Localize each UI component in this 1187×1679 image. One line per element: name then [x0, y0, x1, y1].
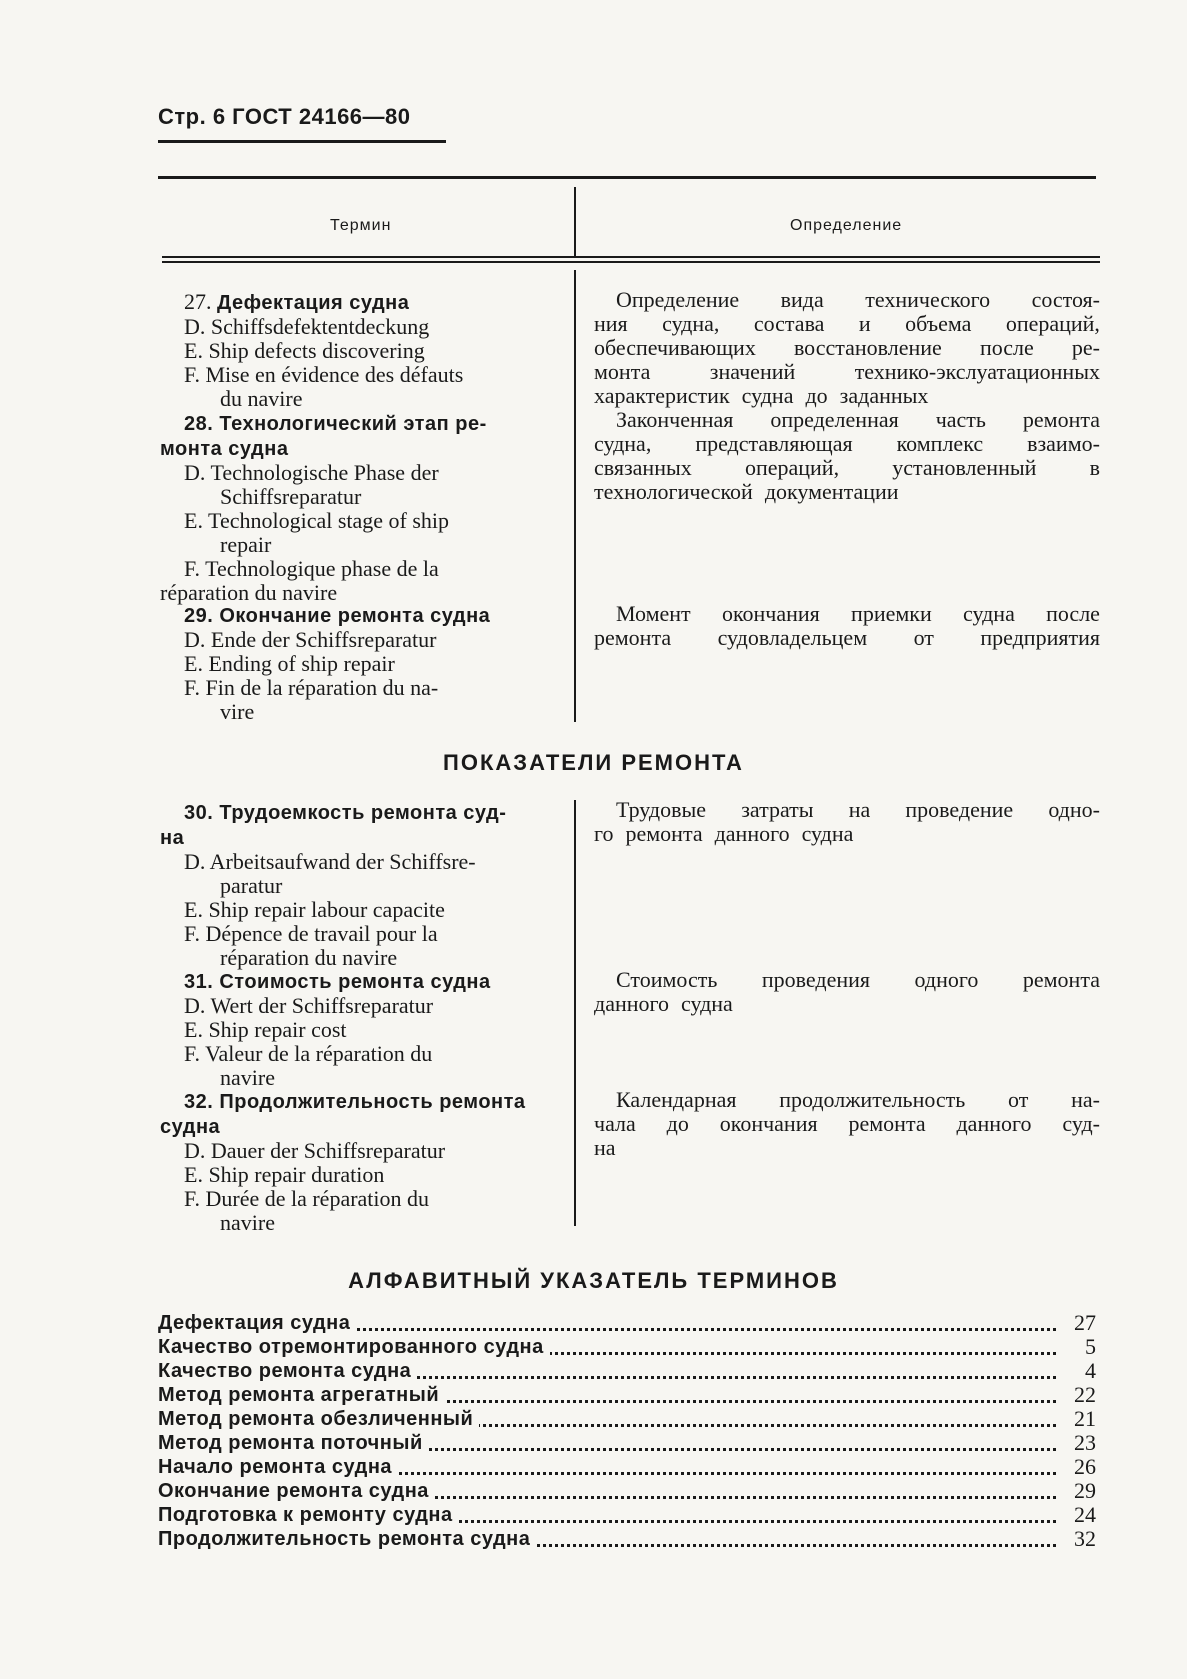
table-head-divider	[574, 187, 576, 258]
term-translation-de-cont: paratur	[220, 873, 283, 898]
term-entry-27	[160, 290, 556, 411]
term-translation-en-cont: repair	[220, 532, 272, 557]
index-number: 23	[1068, 1431, 1096, 1455]
section-title-alphabetical-index: АЛФАВИТНЫЙ УКАЗАТЕЛЬ ТЕРМИНОВ	[348, 1268, 839, 1293]
definition-29	[594, 602, 1100, 650]
term-translation-fr-cont: vire	[220, 699, 255, 724]
term-entry-32	[160, 1089, 556, 1235]
term-translation-fr: F. Durée de la réparation du	[184, 1186, 430, 1211]
definition-line: чала до окончания ремонта данного суд-	[594, 1111, 1100, 1136]
index-entry	[158, 1479, 1096, 1503]
column-divider	[574, 800, 576, 1226]
index-number: 26	[1068, 1455, 1096, 1479]
definition-line: го ремонта данного судна	[594, 821, 854, 846]
index-entry	[158, 1503, 1096, 1527]
definition-31	[594, 968, 1100, 1016]
term-title: 30. Трудоемкость ремонта суд-	[184, 802, 507, 824]
index-term: Подготовка к ремонту судна	[158, 1504, 459, 1526]
term-translation-en: E. Ship repair labour capacite	[184, 897, 445, 922]
term-entry-30	[160, 800, 556, 970]
table-head-rule	[162, 256, 1100, 258]
index-number: 27	[1068, 1311, 1096, 1335]
term-title: Дефектация судна	[217, 292, 410, 314]
definition-line: связанных операций, установленный в	[594, 455, 1100, 480]
index-number: 21	[1068, 1407, 1096, 1431]
index-entry	[158, 1335, 1096, 1359]
term-title: 32. Продолжительность ремонта	[184, 1091, 526, 1113]
term-translation-fr-cont: réparation du navire	[220, 945, 398, 970]
index-number: 5	[1079, 1335, 1096, 1359]
term-translation-fr-cont: du navire	[220, 386, 303, 411]
header-rule	[158, 140, 446, 143]
term-title: 29. Окончание ремонта судна	[184, 605, 491, 627]
index-entry	[158, 1359, 1096, 1383]
term-translation-fr: F. Valeur de la réparation du	[184, 1041, 433, 1066]
term-title-cont: на	[160, 827, 185, 849]
term-translation-fr: F. Fin de la réparation du na-	[184, 675, 439, 700]
index-entry	[158, 1407, 1096, 1431]
term-translation-en: E. Ending of ship repair	[184, 651, 395, 676]
index-entry	[158, 1431, 1096, 1455]
index-term: Качество ремонта судна	[158, 1360, 417, 1382]
definition-line: ния судна, состава и объема операций,	[594, 311, 1100, 336]
term-translation-fr: F. Dépence de travail pour la	[184, 921, 438, 946]
term-translation-de: D. Technologische Phase der	[184, 460, 439, 485]
index-term: Метод ремонта агрегатный	[158, 1384, 445, 1406]
term-title: 28. Технологический этап ре-	[184, 413, 487, 435]
section-title-repair-indicators: ПОКАЗАТЕЛИ РЕМОНТА	[443, 750, 744, 775]
term-entry-31	[160, 969, 556, 1090]
term-entry-28	[160, 411, 556, 605]
definition-32	[594, 1088, 1100, 1160]
term-number: 27.	[184, 289, 217, 314]
definition-line: Определение вида технического состоя-	[616, 287, 1100, 312]
term-translation-fr-cont: navire	[220, 1210, 275, 1235]
definition-line: судна, представляющая комплекс взаимо-	[594, 431, 1100, 456]
index-number: 22	[1068, 1383, 1096, 1407]
definition-28	[594, 408, 1100, 504]
definition-line: данного судна	[594, 991, 733, 1016]
page-header: Стр. 6 ГОСТ 24166—80	[158, 104, 411, 129]
term-title: 31. Стоимость ремонта судна	[184, 971, 491, 993]
table-head-rule	[162, 261, 1100, 263]
column-header-definition: Определение	[790, 217, 903, 234]
definition-line: на	[594, 1135, 616, 1160]
term-entry-29	[160, 603, 556, 724]
definition-line: Стоимость проведения одного ремонта	[616, 967, 1100, 992]
definition-27	[594, 288, 1100, 408]
definition-30	[594, 798, 1100, 846]
term-translation-de: D. Wert der Schiffsreparatur	[184, 993, 434, 1018]
term-translation-de-cont: Schiffsreparatur	[220, 484, 362, 509]
index-term: Начало ремонта судна	[158, 1456, 398, 1478]
definition-line: монта значений технико-экслуатационных	[594, 359, 1100, 384]
index-number: 32	[1068, 1527, 1096, 1551]
index-term: Метод ремонта обезличенный	[158, 1408, 479, 1430]
index-entry	[158, 1527, 1096, 1551]
index-entry	[158, 1455, 1096, 1479]
term-translation-en: E. Ship repair cost	[184, 1017, 347, 1042]
term-translation-de: D. Schiffsdefektentdeckung	[184, 314, 430, 339]
index-entry	[158, 1383, 1096, 1407]
definition-line: Законченная определенная часть ремонта	[616, 407, 1100, 432]
definition-line: технологической документации	[594, 479, 899, 504]
term-title-cont: монта судна	[160, 438, 289, 460]
term-title-cont: судна	[160, 1116, 221, 1138]
term-translation-de: D. Arbeitsaufwand der Schiffsre-	[184, 849, 476, 874]
index-term: Качество отремонтированного судна	[158, 1336, 550, 1358]
definition-line: Календарная продолжительность от на-	[616, 1087, 1100, 1112]
definition-line: обеспечивающих восстановление после ре-	[594, 335, 1100, 360]
index-term: Метод ремонта поточный	[158, 1432, 429, 1454]
term-translation-de: D. Ende der Schiffsreparatur	[184, 627, 437, 652]
alphabetical-index	[158, 1311, 1096, 1551]
index-entry	[158, 1311, 1096, 1335]
index-term: Окончание ремонта судна	[158, 1480, 435, 1502]
column-header-term: Термин	[330, 217, 392, 234]
index-number: 29	[1068, 1479, 1096, 1503]
term-translation-fr-cont: navire	[220, 1065, 275, 1090]
table-top-rule	[158, 176, 1096, 179]
term-translation-en: E. Ship repair duration	[184, 1162, 385, 1187]
term-translation-en: E. Ship defects discovering	[184, 338, 425, 363]
term-translation-fr-cont: réparation du navire	[160, 580, 338, 605]
index-term: Дефектация судна	[158, 1312, 356, 1334]
index-number: 24	[1068, 1503, 1096, 1527]
definition-line: характеристик судна до заданных	[594, 383, 929, 408]
index-term: Продолжительность ремонта судна	[158, 1528, 536, 1550]
term-translation-fr: F. Mise en évidence des défauts	[184, 362, 464, 387]
term-translation-en: E. Technological stage of ship	[184, 508, 450, 533]
term-translation-fr: F. Technologique phase de la	[184, 556, 439, 581]
definition-line: Трудовые затраты на проведение одно-	[616, 797, 1100, 822]
definition-line: ремонта судовладельцем от предприятия	[594, 625, 1100, 650]
column-divider	[574, 270, 576, 722]
definition-line: Момент окончания приемки судна после	[616, 601, 1100, 626]
term-translation-de: D. Dauer der Schiffsreparatur	[184, 1138, 446, 1163]
index-number: 4	[1079, 1359, 1096, 1383]
